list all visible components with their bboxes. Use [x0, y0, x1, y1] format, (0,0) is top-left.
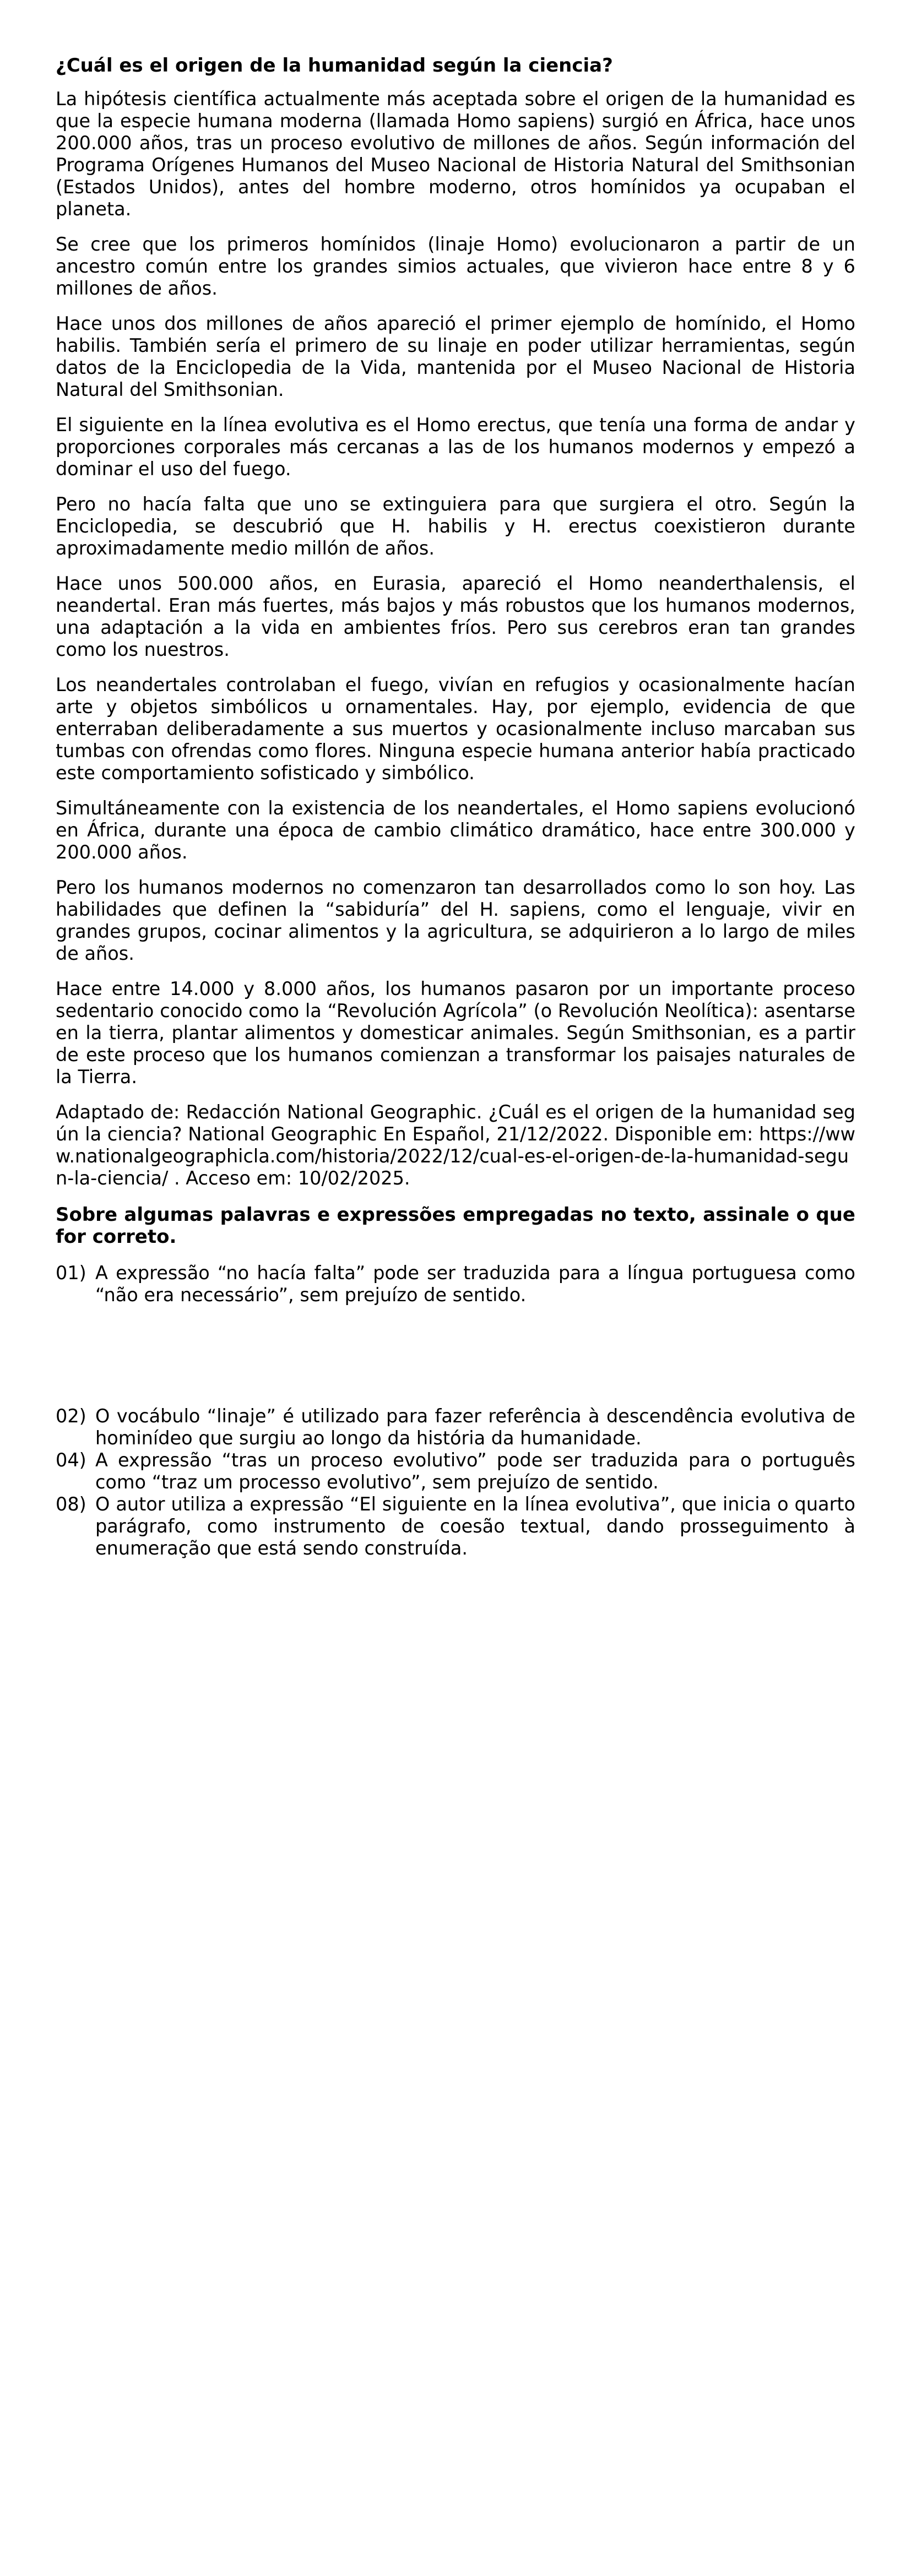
paragraph-8: Simultáneamente con la existencia de los neandertales, el Homo sapiens evolucionó en África, durante una época de cambio climático dramático, hace entre 300.000 y 200.000 años.: [56, 797, 855, 863]
paragraph-2: Se cree que los primeros homínidos (linaje Homo) evolucionaron a partir de un ancestro común entre los grandes simios actuales, que vivieron hace entre 8 y 6 millones de años.: [56, 233, 855, 299]
option-number: 04): [56, 1449, 86, 1471]
option-text: A expressão “tras un proceso evolutivo” pode ser traduzida para o português como “traz um processo evolutivo”, sem prejuízo de sentido.: [95, 1449, 855, 1493]
option-number: 08): [56, 1493, 86, 1515]
option-text: A expressão “no hacía falta” pode ser traduzida para a língua portuguesa como “não era necessário”, sem prejuízo de sentido.: [95, 1262, 855, 1306]
option-text: O autor utiliza a expressão “El siguiente en la línea evolutiva”, que inicia o quarto parágrafo, como instrumento de coesão textual, dando prosseguimento à enumeração que está sendo construída.: [95, 1493, 855, 1559]
option-number: 02): [56, 1405, 86, 1427]
option-02: [56, 1405, 855, 1449]
option-04: [56, 1449, 855, 1493]
paragraph-3: Hace unos dos millones de años apareció el primer ejemplo de homínido, el Homo habilis. También sería el primero de su linaje en poder utilizar herramientas, según datos de la Enciclopedia de la Vida, mantenida por el Museo Nacional de Historia Natural del Smithsonian.: [56, 313, 855, 400]
paragraph-1: La hipótesis científica actualmente más aceptada sobre el origen de la humanidad es que la especie humana moderna (llamada Homo sapiens) surgió en África, hace unos 200.000 años, tras un proceso evolutivo de millones de años. Según información del Programa Orígenes Humanos del Museo Nacional de Historia Natural del Smithsonian (Estados Unidos), antes del hombre moderno, otros homínidos ya ocupaban el planeta.: [56, 88, 855, 220]
text-title: ¿Cuál es el origen de la humanidad según la ciencia?: [56, 55, 613, 77]
paragraph-5: Pero no hacía falta que uno se extinguiera para que surgiera el otro. Según la Enciclopedia, se descubrió que H. habilis y H. erectus coexistieron durante aproximadamente medio millón de años.: [56, 493, 855, 559]
option-number: 01): [56, 1262, 86, 1284]
option-08: [56, 1493, 855, 1559]
blank-space: [56, 1306, 855, 1405]
source-citation: Adaptado de: Redacción National Geographic. ¿Cuál es el origen de la humanidad según la ciencia? National Geographic En Español, 21/12/2022. Disponible em: https://www.nationalgeographicla.com/historia/2022/12/cual-es-el-origen-de-la-humanidad-segun-la-ciencia/ . Acceso em: 10/02/2025.: [56, 1101, 855, 1189]
paragraph-9: Pero los humanos modernos no comenzaron tan desarrollados como lo son hoy. Las habilidades que definen la “sabiduría” del H. sapiens, como el lenguaje, vivir en grandes grupos, cocinar alimentos y la agricultura, se adquirieron a lo largo de miles de años.: [56, 877, 855, 964]
option-text: O vocábulo “linaje” é utilizado para fazer referência à descendência evolutiva de hominídeo que surgiu ao longo da história da humanidade.: [95, 1405, 855, 1449]
paragraph-6: Hace unos 500.000 años, en Eurasia, apareció el Homo neanderthalensis, el neandertal. Eran más fuertes, más bajos y más robustos que los humanos modernos, una adaptación a la vida en ambientes fríos. Pero sus cerebros eran tan grandes como los nuestros.: [56, 573, 855, 660]
paragraph-10: Hace entre 14.000 y 8.000 años, los humanos pasaron por un importante proceso sedentario conocido como la “Revolución Agrícola” (o Revolución Neolítica): asentarse en la tierra, plantar alimentos y domesticar animales. Según Smithsonian, es a partir de este proceso que los humanos comienzan a transformar los paisajes naturales de la Tierra.: [56, 978, 855, 1088]
paragraph-4: El siguiente en la línea evolutiva es el Homo erectus, que tenía una forma de andar y proporciones corporales más cercanas a las de los humanos modernos y empezó a dominar el uso del fuego.: [56, 414, 855, 480]
document-page: [56, 53, 855, 1559]
paragraph-7: Los neandertales controlaban el fuego, vivían en refugios y ocasionalmente hacían arte y objetos simbólicos u ornamentales. Hay, por ejemplo, evidencia de que enterraban deliberadamente a sus muertos y ocasionalmente incluso marcaban sus tumbas con ofrendas como flores. Ninguna especie humana anterior había practicado este comportamiento sofisticado y simbólico.: [56, 674, 855, 784]
question-statement: Sobre algumas palavras e expressões empregadas no texto, assinale o que for correto.: [56, 1204, 855, 1248]
option-01: [56, 1262, 855, 1306]
